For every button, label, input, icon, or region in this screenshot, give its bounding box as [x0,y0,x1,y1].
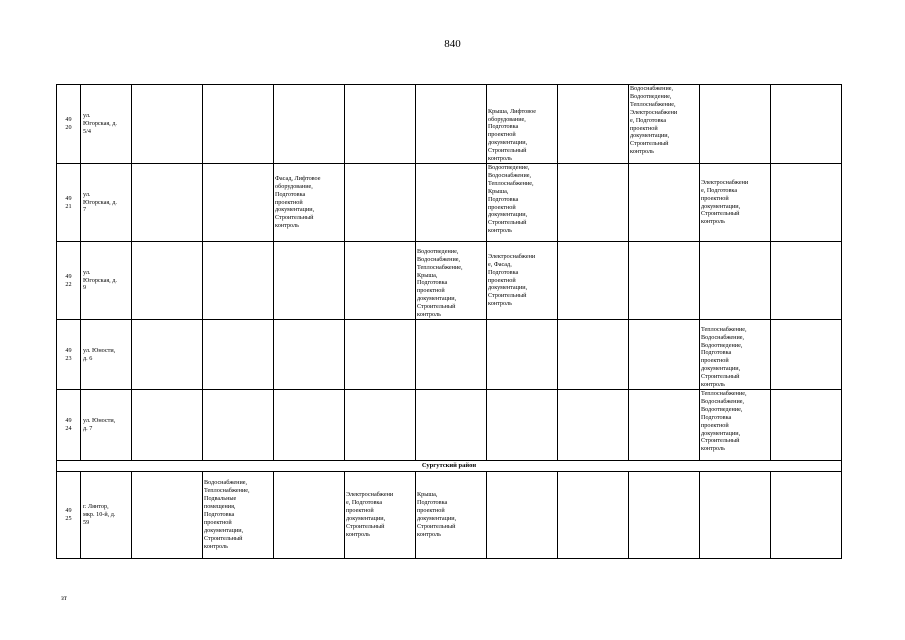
work-cell: Водоснабжение, Теплоснабжение, Подвальные помещения, Подготовка проектной документации, Строительный контроль [203,472,274,559]
work-cell [345,164,416,242]
work-cell [132,472,203,559]
work-cell: Водоотведение, Водоснабжение, Теплоснабжение, Крыша, Подготовка проектной документации, Строительный контроль [487,164,558,242]
work-cell [203,390,274,461]
table-row [57,390,842,461]
work-cell [558,164,629,242]
work-cell [345,242,416,320]
work-cell [203,85,274,164]
table-row [57,320,842,390]
work-cell [771,472,842,559]
row-number: 49 21 [57,164,81,242]
row-number: 49 24 [57,390,81,461]
work-cell [771,85,842,164]
work-cell [558,242,629,320]
row-number: 49 22 [57,242,81,320]
work-cell [558,320,629,390]
address-cell: г. Лянтор, мкр. 10-й, д. 59 [81,472,132,559]
table-body [57,85,842,559]
work-cell [274,472,345,559]
work-cell [629,390,700,461]
work-cell [132,242,203,320]
row-number: 49 23 [57,320,81,390]
work-cell: Крыша, Подготовка проектной документации, Строительный контроль [416,472,487,559]
work-cell [629,472,700,559]
footer-mark: зт [61,594,67,602]
work-cell: Электроснабжени е, Подготовка проектной документации, Строительный контроль [700,164,771,242]
work-cell: Теплоснабжение, Водоснабжение, Водоотведение, Подготовка проектной документации, Строительный контроль [700,320,771,390]
work-cell [132,390,203,461]
table-row [57,164,842,242]
address-cell: ул. Югорская, д. 9 [81,242,132,320]
work-cell: Электроснабжени е, Подготовка проектной документации, Строительный контроль [345,472,416,559]
address-cell: ул. Юности, д. 7 [81,390,132,461]
address-cell: ул. Югорская, д. 5/4 [81,85,132,164]
work-cell: Крыша, Лифтовое оборудование, Подготовка проектной документации, Строительный контроль [487,85,558,164]
work-cell [558,472,629,559]
work-cell [487,320,558,390]
work-cell [700,85,771,164]
work-cell [771,390,842,461]
work-cell [771,320,842,390]
work-cell [416,164,487,242]
work-cell [558,85,629,164]
work-cell [700,242,771,320]
work-cell [345,390,416,461]
work-cell [132,320,203,390]
work-cell [629,242,700,320]
work-cell [700,472,771,559]
row-number: 49 20 [57,85,81,164]
work-cell [274,242,345,320]
address-cell: ул. Югорская, д. 7 [81,164,132,242]
work-cell [416,85,487,164]
work-cell [203,320,274,390]
section-title: Сургутский район [57,461,842,472]
work-cell [487,390,558,461]
table-row [57,85,842,164]
work-cell: Электроснабжени е, Фасад, Подготовка проектной документации, Строительный контроль [487,242,558,320]
page-number: 840 [444,38,461,50]
work-cell: Водоотведение, Водоснабжение, Теплоснабжение, Крыша, Подготовка проектной документации, Строительный контроль [416,242,487,320]
work-cell [345,320,416,390]
work-cell: Водоснабжение, Водоотведение, Теплоснабжение, Электроснабжени е, Подготовка проектной документации, Строительный контроль [629,85,700,164]
work-cell [274,390,345,461]
work-schedule-table [56,84,842,559]
table-row [57,472,842,559]
work-cell [345,85,416,164]
work-cell [132,164,203,242]
section-row [57,461,842,472]
work-cell: Фасад, Лифтовое оборудование, Подготовка проектной документации, Строительный контроль [274,164,345,242]
table-row [57,242,842,320]
work-cell [771,242,842,320]
work-cell [274,320,345,390]
work-cell [629,164,700,242]
work-cell [203,242,274,320]
work-cell [416,390,487,461]
work-cell [416,320,487,390]
work-cell [487,472,558,559]
work-cell [132,85,203,164]
row-number: 49 25 [57,472,81,559]
work-cell: Теплоснабжение, Водоснабжение, Водоотведение, Подготовка проектной документации, Строительный контроль [700,390,771,461]
work-cell [629,320,700,390]
work-cell [558,390,629,461]
address-cell: ул. Юности, д. 6 [81,320,132,390]
work-cell [274,85,345,164]
work-cell [203,164,274,242]
work-cell [771,164,842,242]
